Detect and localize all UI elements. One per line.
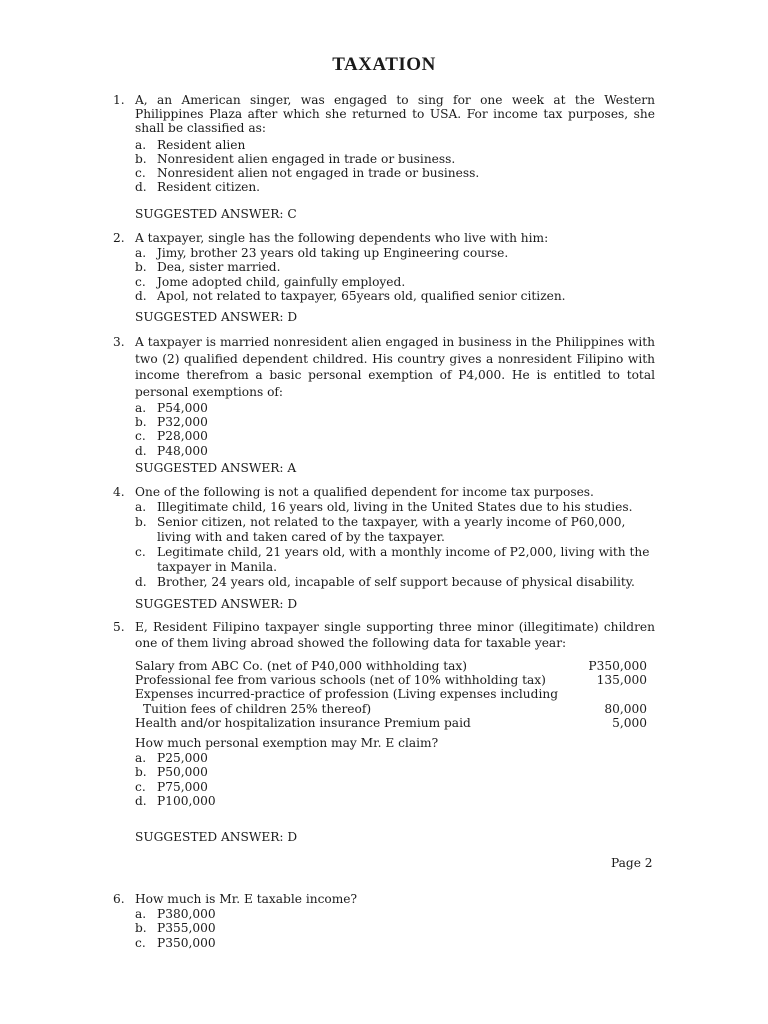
question-4 xyxy=(113,485,655,590)
option-c: c. Jome adopted child, gainfully employed. xyxy=(135,274,406,289)
option-b: b. Dea, sister married. xyxy=(135,260,281,275)
suggested-answer-4: SUGGESTED ANSWER: D xyxy=(135,597,298,611)
question-5-subquestion: How much personal exemption may Mr. E claim? xyxy=(135,735,439,750)
option-d: d. Resident citizen. xyxy=(135,180,261,195)
option-a: a. Jimy, brother 23 years old taking up Engineering course. xyxy=(135,246,509,261)
data-row: Tuition fees of children 25% thereof) 80,000 xyxy=(143,701,647,716)
option-d: d. Apol, not related to taxpayer, 65years old, qualified senior citizen. xyxy=(135,288,566,303)
option-a: a. P25,000 xyxy=(135,751,208,766)
question-4-number: 4. xyxy=(113,485,125,499)
question-1-options xyxy=(135,138,655,195)
question-3 xyxy=(113,334,655,458)
question-5-number: 5. xyxy=(113,620,125,634)
suggested-answer-3: SUGGESTED ANSWER: A xyxy=(135,461,297,475)
question-5 xyxy=(113,620,655,808)
data-row: Salary from ABC Co. (net of P40,000 withholding tax) P350,000 xyxy=(135,659,647,673)
option-c: c. P75,000 xyxy=(135,779,208,794)
option-d: d. P48,000 xyxy=(135,443,208,458)
option-c: c. Legitimate child, 21 years old, with a monthly income of P2,000, living with the taxpayer in Manila. xyxy=(135,545,650,575)
option-b: b. P32,000 xyxy=(135,415,208,430)
question-6-stem xyxy=(113,892,655,906)
question-4-text: One of the following is not a qualified dependent for income tax purposes. xyxy=(135,485,594,499)
question-2-options xyxy=(135,246,655,303)
question-5-options xyxy=(135,751,655,808)
option-a: a. Resident alien xyxy=(135,137,246,152)
option-d: d. Brother, 24 years old, incapable of self support because of physical disability. xyxy=(135,575,635,590)
data-row: Professional fee from various schools (net of 10% withholding tax) 135,000 xyxy=(135,673,647,688)
option-a: a. Illegitimate child, 16 years old, living in the United States due to his studies. xyxy=(135,500,633,515)
question-3-options xyxy=(135,401,655,458)
question-2 xyxy=(113,231,655,303)
suggested-answer-2: SUGGESTED ANSWER: D xyxy=(135,310,298,324)
option-c: c. P350,000 xyxy=(135,935,216,950)
question-2-number: 2. xyxy=(113,231,125,245)
question-6-number: 6. xyxy=(113,892,125,906)
question-2-text: A taxpayer, single has the following dependents who live with him: xyxy=(135,231,549,245)
option-c: c. Nonresident alien not engaged in trade or business. xyxy=(135,166,480,181)
question-5-text: E, Resident Filipino taxpayer single supporting three minor (illegitimate) children one of them living abroad showed the following data for taxable year: xyxy=(135,620,655,650)
document-title: TAXATION xyxy=(332,54,436,75)
question-6 xyxy=(113,892,655,950)
option-b: b. Nonresident alien engaged in trade or business. xyxy=(135,151,456,166)
question-6-text: How much is Mr. E taxable income? xyxy=(135,892,358,906)
option-b: b. P50,000 xyxy=(135,765,208,780)
question-1-number: 1. xyxy=(113,93,125,107)
option-d: d. P100,000 xyxy=(135,793,216,808)
option-b: b. Senior citizen, not related to the taxpayer, with a yearly income of P60,000, living with and taken cared of by the taxpayer. xyxy=(135,515,626,545)
question-1-text: A, an American singer, was engaged to sing for one week at the Western Philippines Plaza after which she returned to USA. For income tax purposes, she shall be classified as: xyxy=(135,93,655,136)
question-6-options xyxy=(135,907,655,950)
question-5-stem xyxy=(113,620,655,651)
question-3-text: A taxpayer is married nonresident alien engaged in business in the Philippines with two (2) qualified dependent childred. His country gives a nonresident Filipino with income therefrom a basic personal exemption of P4,000. He is entitled to total personal exemptions of: xyxy=(135,335,655,399)
question-3-number: 3. xyxy=(113,335,125,349)
question-1-stem xyxy=(113,93,655,136)
option-a: a. P380,000 xyxy=(135,907,216,922)
page-number: Page 2 xyxy=(611,856,653,870)
question-4-stem xyxy=(113,485,655,499)
option-a: a. P54,000 xyxy=(135,401,208,415)
question-4-options xyxy=(135,500,655,590)
option-c: c. P28,000 xyxy=(135,429,208,444)
question-2-stem xyxy=(113,231,655,245)
data-row: Expenses incurred-practice of profession (Living expenses including xyxy=(135,687,559,702)
suggested-answer-1: SUGGESTED ANSWER: C xyxy=(135,207,297,221)
data-row: Health and/or hospitalization insurance Premium paid 5,000 xyxy=(135,715,647,730)
question-1 xyxy=(113,93,655,194)
question-3-stem xyxy=(113,334,655,400)
suggested-answer-5: SUGGESTED ANSWER: D xyxy=(135,830,298,844)
taxable-year-data xyxy=(135,659,655,730)
option-b: b. P355,000 xyxy=(135,921,216,936)
